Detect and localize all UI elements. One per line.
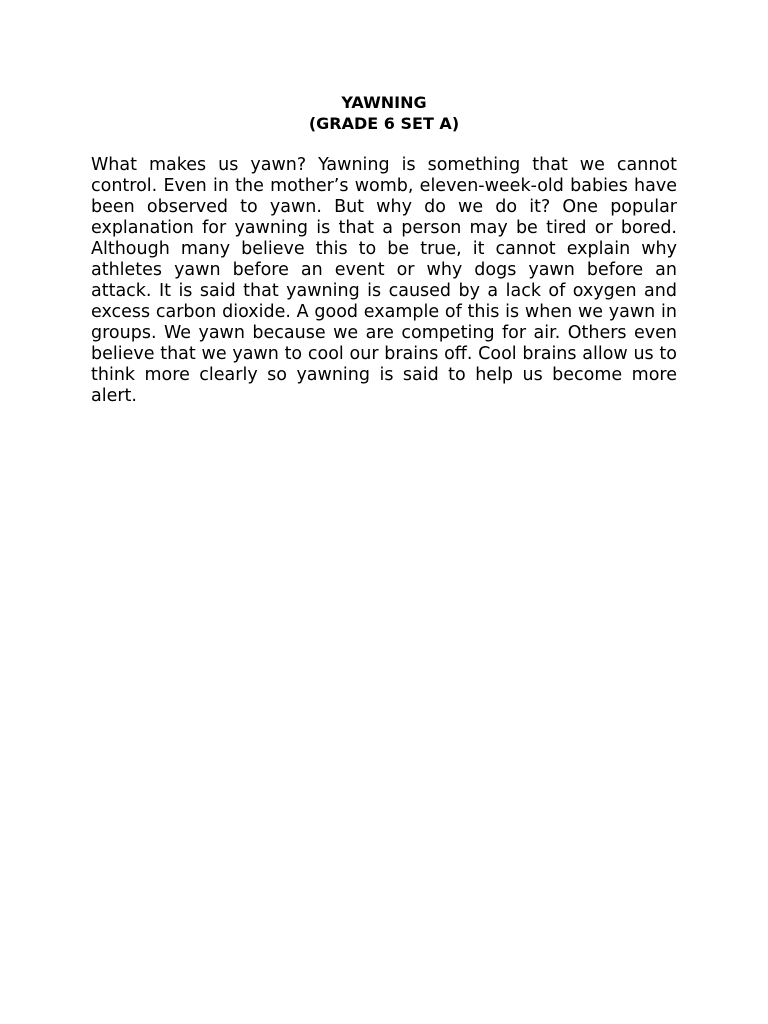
document-subtitle: (GRADE 6 SET A): [308, 114, 460, 133]
title-block: [0, 92, 768, 134]
body-paragraph: What makes us yawn? Yawning is something that we cannot control. Even in the mother’s womb, eleven-week-old babies have been observed to yawn. But why do we do it? One popular explanation for yawning is that a person may be tired or bored. Although many believe this to be true, it cannot explain why athletes yawn before an event or why dogs yawn before an attack. It is said that yawning is caused by a lack of oxygen and excess carbon dioxide. A good example of this is when we yawn in groups. We yawn because we are competing for air. Others even believe that we yawn to cool our brains off. Cool brains allow us to think more clearly so yawning is said to help us become more alert.: [91, 155, 677, 406]
document-title: YAWNING: [341, 93, 427, 112]
